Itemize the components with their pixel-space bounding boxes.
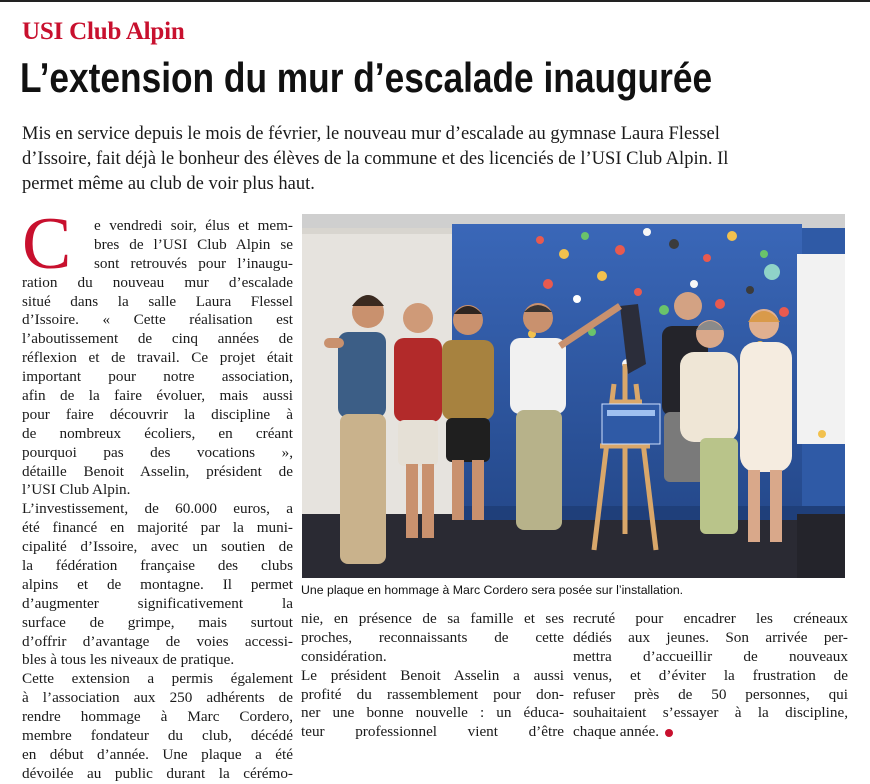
text-line: à l’association aux 250 adhérents de <box>22 689 293 707</box>
text-line: important pour notre association, <box>22 368 293 386</box>
standfirst-line: Mis en service depuis le mois de février, le nouveau mur d’escalade au gymnase Laura Flessel <box>22 124 720 144</box>
text-line: teur professionnel vient d’être <box>301 723 564 741</box>
text-line: refuser près de 50 personnes, qui <box>573 685 848 703</box>
text-line: recruté pour encadrer les créneaux <box>573 610 848 627</box>
text-line: pour faire découvrir la discipline à <box>22 405 293 423</box>
text-line: proches, reconnaissants de cette <box>301 628 564 646</box>
text-line: considération. <box>301 647 387 665</box>
text-line: mettra d’accueillir de nouveaux <box>573 647 848 665</box>
text-line: dévoilée au public durant la cérémo- <box>22 764 293 782</box>
standfirst-line: d’Issoire, fait déjà le bonheur des élèves de la commune et des licenciés de l’USI Club Alpin. Il <box>22 149 729 169</box>
article-column-3 <box>573 610 848 742</box>
last-line-text: chaque année. <box>573 723 660 741</box>
text-line: afin de la faire évoluer, mais aussi <box>22 387 293 405</box>
text-line: pourquoi pas des vocations », <box>22 443 293 461</box>
article-photo <box>302 214 845 578</box>
text-line: rendre hommage à Marc Cordero, <box>22 708 293 726</box>
drop-cap: C <box>22 203 72 285</box>
text-line: nie, en présence de sa famille et ses <box>301 610 564 627</box>
text-line: Cette extension a permis également <box>22 670 293 688</box>
text-line: L’investissement, de 60.000 euros, a <box>22 500 293 518</box>
article-standfirst <box>22 122 852 197</box>
article-column-1 <box>22 217 293 784</box>
text-line: bles à tous les niveaux de pratique. <box>22 651 235 669</box>
text-line: ration du nouveau mur d’escalade <box>22 273 293 291</box>
text-line: l’USI Club Alpin. <box>22 481 131 499</box>
text-line: membre fondateur du club, décédé <box>22 727 293 745</box>
text-line: d’augmenter significativement la <box>22 594 293 612</box>
section-kicker: USI Club Alpin <box>22 18 185 45</box>
text-line: réflexion et de travail. Ce projet était <box>22 349 293 367</box>
text-line: e vendredi soir, élus et mem- <box>94 217 293 234</box>
top-rule <box>0 0 870 2</box>
text-line: de nombreux écoliers, en créant <box>22 424 293 442</box>
text-line: venus, et d’éviter la frustration de <box>573 666 848 684</box>
text-line: sont retrouvés pour l’inaugu- <box>94 254 293 272</box>
text-line: d’Issoire. « Cette réalisation est <box>22 311 293 329</box>
text-line: Le président Benoit Asselin a aussi <box>301 666 564 684</box>
article-headline: L’extension du mur d’escalade inaugurée <box>20 54 713 101</box>
text-line: la fédération française des clubs <box>22 557 293 575</box>
text-line: détaille Benoit Asselin, président de <box>22 462 293 480</box>
text-line: situé dans la salle Laura Flessel <box>22 292 293 310</box>
text-line: surface de grimpe, mais surtout <box>22 613 293 631</box>
text-line: souhaitaient s’essayer à la discipline, <box>573 704 848 722</box>
photo-caption: Une plaque en hommage à Marc Cordero sera posée sur l’installation. <box>301 583 684 597</box>
article-column-2 <box>301 610 564 742</box>
group-photo-climbing-wall-icon <box>302 214 845 578</box>
text-line: dédiés aux jeunes. Son arrivée per- <box>573 628 848 646</box>
text-line: en début d’année. Une plaque a été <box>22 745 293 763</box>
text-line: l’aboutissement de cinq années de <box>22 330 293 348</box>
text-line: d’offrir d’avantage de voies accessi- <box>22 632 293 650</box>
text-line: profité du rassemblement pour don- <box>301 685 564 703</box>
end-mark-icon <box>665 729 673 737</box>
text-line: cipalité d’Issoire, avec un soutien de <box>22 538 293 556</box>
text-line: alpins et de montagne. Il permet <box>22 575 293 593</box>
text-line <box>573 723 848 742</box>
text-line: bres de l’USI Club Alpin se <box>94 235 293 253</box>
standfirst-line: permet même au club de voir plus haut. <box>22 174 315 194</box>
text-line: ner une bonne nouvelle : un éduca- <box>301 704 564 722</box>
text-line: été financé en majorité par la muni- <box>22 519 293 537</box>
